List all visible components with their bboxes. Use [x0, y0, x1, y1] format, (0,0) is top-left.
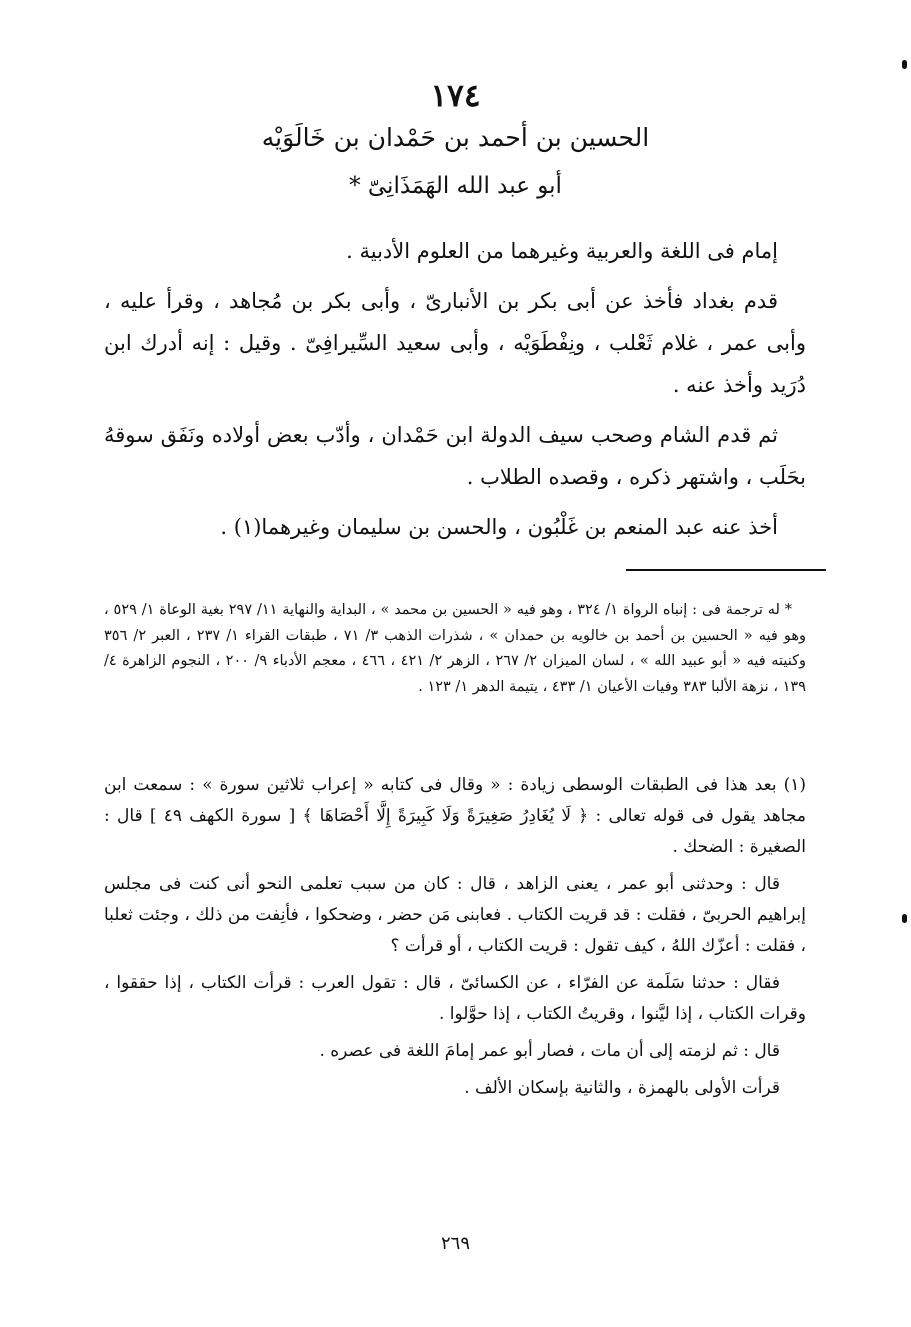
- scan-edge-mark: [902, 60, 907, 69]
- entry-number: ١٧٤: [430, 78, 481, 114]
- footnote-separator: [626, 569, 826, 571]
- footnote-1-paragraph: قرأت الأولى بالهمزة ، والثانية بإسكان الألف .: [464, 1078, 780, 1098]
- scan-edge-mark: [902, 914, 907, 923]
- page-number: ٢٦٩: [440, 1233, 470, 1254]
- body-paragraph: إمام فى اللغة والعربية وغيرهما من العلوم الأدبية .: [346, 239, 778, 263]
- footnote-1: [104, 770, 806, 1110]
- footnote-1-paragraph: فقال : حدثنا سَلَمة عن الفرّاء ، عن الكسائىّ ، قال : تقول العرب : قرأت الكتاب ، إذا حققوا ، وقرات الكتاب ، إذا ليَّنوا ، وقريتُ الكتاب ، إذا حوَّلوا .: [104, 973, 806, 1024]
- footnote-1-paragraph: قال : ثم لزمته إلى أن مات ، فصار أبو عمر إمامَ اللغة فى عصره .: [319, 1041, 780, 1061]
- footnote-1-paragraph: قال : وحدثنى أبو عمر ، يعنى الزاهد ، قال : كان من سبب تعلمى النحو أنى كنت فى مجلس إبراهيم الحربىّ ، فقلت : قد قريت الكتاب . فعابنى مَن حضر ، وضحكوا ، فأنِفت من ذلك ، وجئت ثعلبا ، فقلت : أعزّك اللهُ ، كيف تقول : قريت الكتاب ، أو قرأت ؟: [104, 874, 806, 956]
- entry-body: [104, 230, 806, 556]
- entry-title-name: الحسين بن أحمد بن حَمْدان بن خَالَوَيْه: [261, 123, 650, 152]
- body-paragraph: ثم قدم الشام وصحب سيف الدولة ابن حَمْدان ، وأدّب بعض أولاده ونَفَق سوقهُ بحَلَب ، واشتهر ذكره ، وقصده الطلاب .: [104, 423, 806, 489]
- entry-title-kunya: أبو عبد الله الهَمَذَانِىّ *: [349, 173, 562, 199]
- footnotes-section: [104, 598, 806, 710]
- body-paragraph: أخذ عنه عبد المنعم بن غَلْبُون ، والحسن بن سليمان وغيرهما(١) .: [220, 515, 778, 539]
- footnote-star: * له ترجمة فى : إنباه الرواة ١/ ٣٢٤ ، وهو فيه « الحسين بن محمد » ، البداية والنهاية ١١/ ٢٩٧ بغية الوعاة ١/ ٥٢٩ ، وهو فيه « الحسين بن أحمد بن خالويه بن حمدان » ، شذرات الذهب ٣/ ٧١ ، طبقات القراء ١/ ٢٣٧ ، العبر ٢/ ٣٥٦ وكنيته فيه « أبو عبيد الله » ، لسان الميزان ٢/ ٢٦٧ ، الزهر ٢/ ٤٢١ ، ٤٦٦ ، معجم الأدباء ٩/ ٢٠٠ ، النجوم الزاهرة ٤/ ١٣٩ ، نزهة الألبا ٣٨٣ وفيات الأعيان ١/ ٤٣٣ ، يتيمة الدهر ١/ ١٢٣ .: [104, 602, 807, 695]
- body-paragraph: قدم بغداد فأخذ عن أبى بكر بن الأنبارىّ ، وأبى بكر بن مُجاهد ، وقرأ عليه ، وأبى عمر ، غلام ثَعْلب ، ونِفْطَوَيْه ، وأبى سعيد السِّيرافِىّ . وقيل : إنه أدرك ابن دُرَيد وأخذ عنه .: [104, 289, 806, 397]
- footnote-1-paragraph: (١) بعد هذا فى الطبقات الوسطى زيادة : « وقال فى كتابه « إعراب ثلاثين سورة » : سمعت ابن مجاهد يقول فى قوله تعالى : ﴿ لَا يُغَادِرُ صَغِيرَةً وَلَا كَبِيرَةً إِلَّا أَحْصَاهَا ﴾ [ سورة الكهف ٤٩ ] قال : الصغيرة : الضحك .: [104, 775, 806, 857]
